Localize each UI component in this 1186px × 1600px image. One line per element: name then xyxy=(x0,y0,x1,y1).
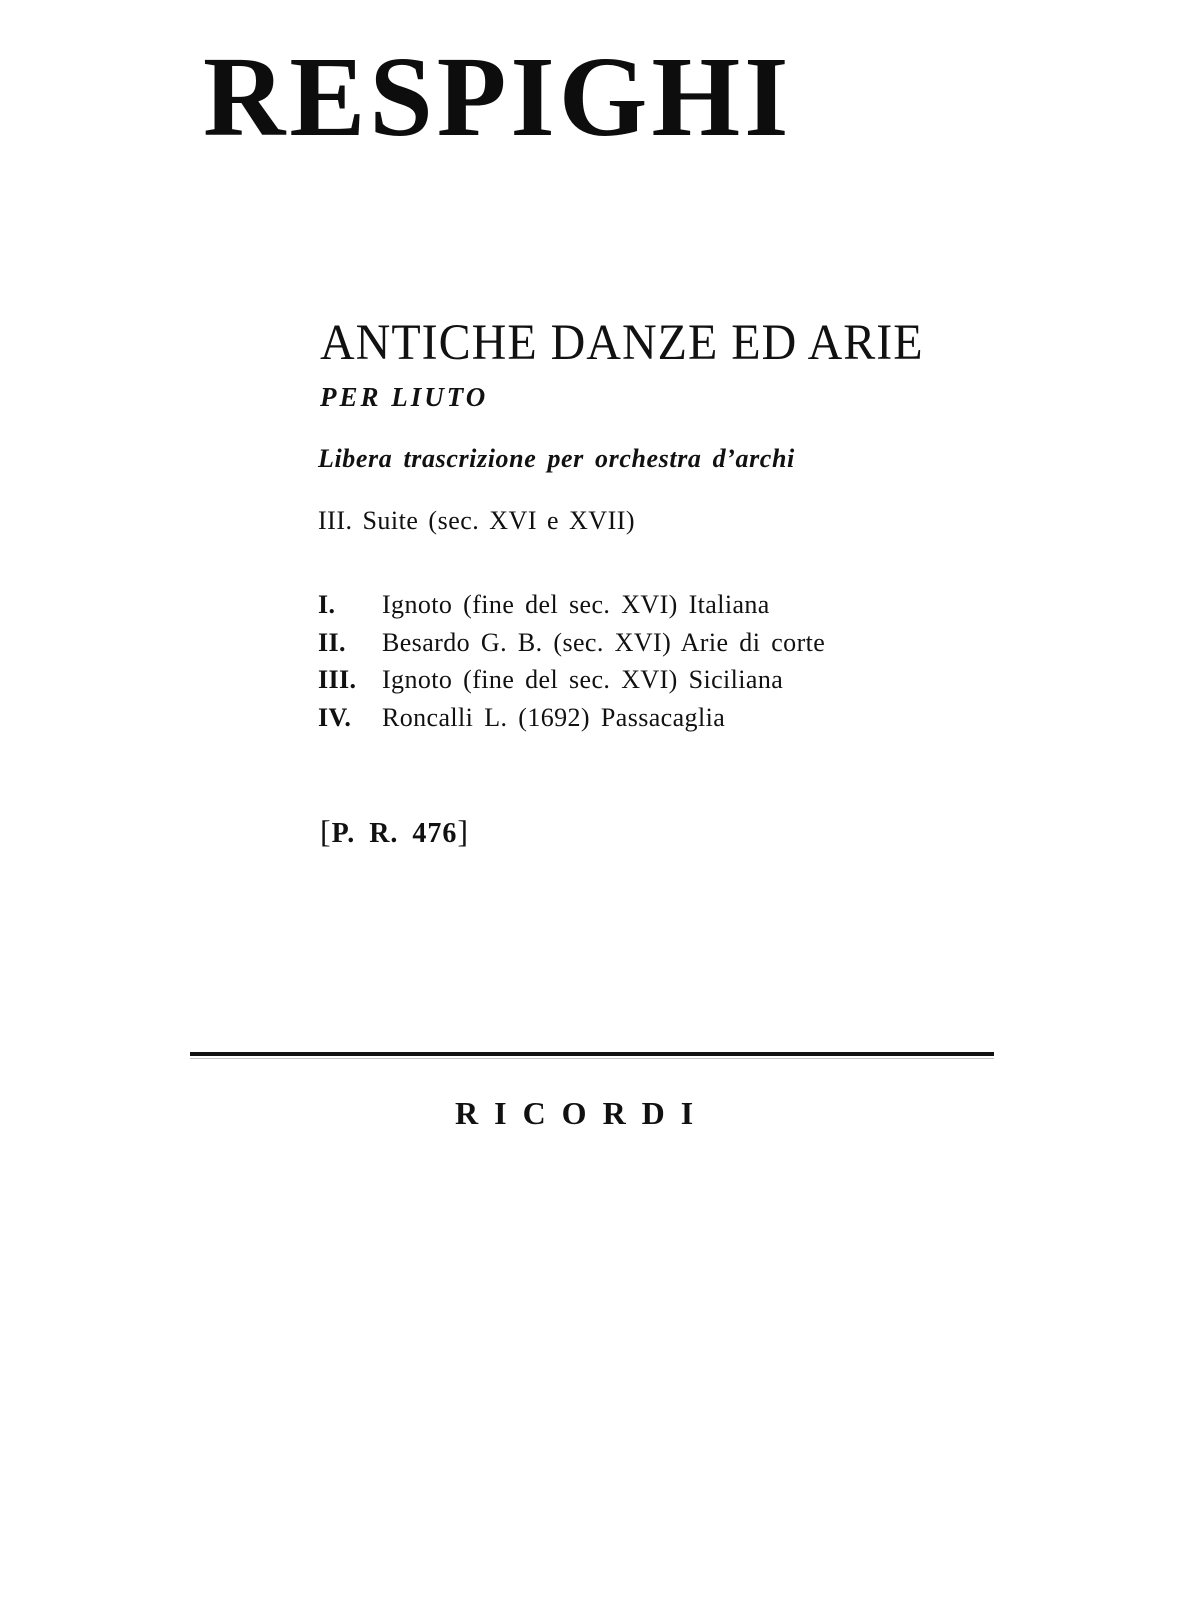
catalog-code: P. R. 476 xyxy=(331,818,458,849)
composer-name: RESPIGHI xyxy=(203,33,793,160)
suite-title: III. Suite (sec. XVI e XVII) xyxy=(318,506,636,535)
movement-text: Roncalli L. (1692) Passacaglia xyxy=(382,702,726,732)
movement-item xyxy=(318,624,825,662)
divider-rule xyxy=(190,1052,994,1056)
catalog-open-bracket: [ xyxy=(320,813,332,849)
movement-numeral: I. xyxy=(318,590,336,619)
transcription-note: Libera trascrizione per orchestra d’archi xyxy=(318,444,795,473)
movement-text: Ignoto (fine del sec. XVI) Siciliana xyxy=(382,665,784,694)
work-title: ANTICHE DANZE ED ARIE xyxy=(320,314,924,371)
divider-rule-thin xyxy=(190,1058,994,1059)
movement-text: Besardo G. B. (sec. XVI) Arie di corte xyxy=(382,627,826,657)
movement-numeral: IV. xyxy=(318,702,352,732)
movement-list xyxy=(318,586,825,736)
movement-numeral: II. xyxy=(318,627,346,657)
movement-item xyxy=(318,661,825,699)
movement-text: Ignoto (fine del sec. XVI) Italiana xyxy=(382,590,770,619)
movement-item xyxy=(318,586,825,624)
movement-item xyxy=(318,699,825,737)
catalog-close-bracket: ] xyxy=(457,813,470,849)
catalog-number xyxy=(320,815,469,848)
publisher-name: RICORDI xyxy=(455,1095,710,1131)
instrument-subtitle: PER LIUTO xyxy=(320,382,489,412)
movement-numeral: III. xyxy=(318,665,357,694)
